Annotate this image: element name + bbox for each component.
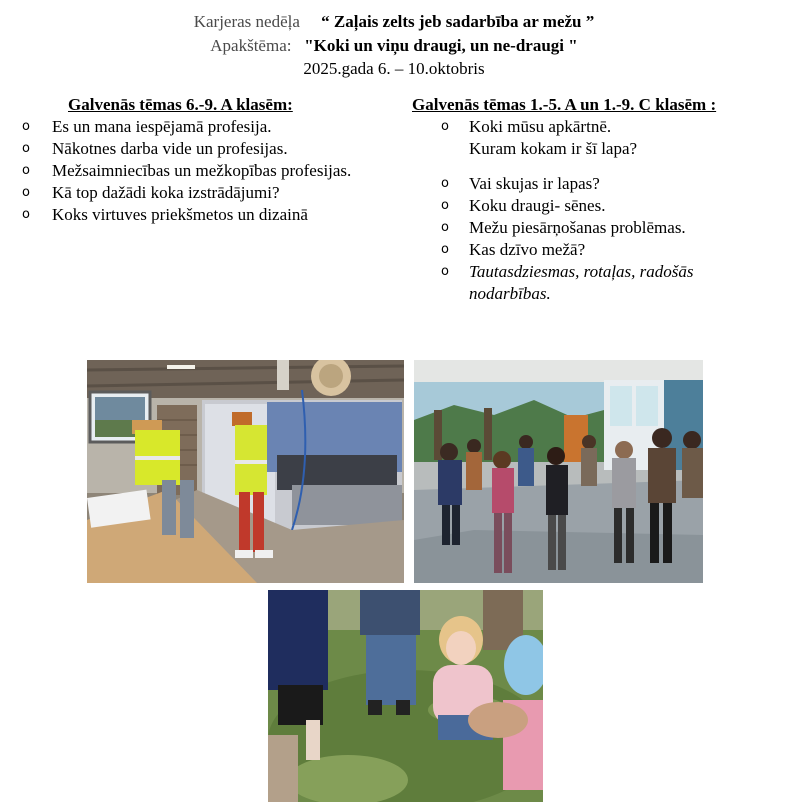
list-item bbox=[22, 160, 351, 182]
week-label: Karjeras nedēļa bbox=[193, 12, 300, 31]
list-item-text: Koku draugi- sēnes. bbox=[469, 196, 606, 215]
list-item-text: Kā top dažādi koka izstrādājumi? bbox=[52, 183, 280, 202]
list-item bbox=[441, 261, 694, 283]
header-week-line bbox=[0, 12, 788, 32]
bullet-icon: o bbox=[441, 264, 449, 279]
list-item bbox=[441, 116, 637, 138]
list-item bbox=[441, 239, 694, 261]
bullet-icon: o bbox=[22, 119, 30, 134]
list-item-text: Koks virtuves priekšmetos un dizainā bbox=[52, 205, 308, 224]
left-column-title: Galvenās tēmas 6.-9. A klasēm: bbox=[68, 95, 293, 114]
list-item bbox=[441, 217, 694, 239]
bullet-icon: o bbox=[441, 220, 449, 235]
right-topic-list bbox=[441, 173, 694, 305]
bullet-icon: o bbox=[22, 141, 30, 156]
subtopic-title: "Koki un viņu draugi, un ne-draugi " bbox=[304, 36, 578, 55]
list-item bbox=[22, 182, 351, 204]
list-item-text: Kuram kokam ir šī lapa? bbox=[469, 139, 638, 158]
list-item bbox=[22, 116, 351, 138]
list-item-continuation bbox=[441, 138, 637, 160]
bullet-icon: o bbox=[441, 198, 449, 213]
forest-illustration bbox=[268, 590, 543, 802]
list-item-text: Tautasdziesmas, rotaļas, radošās bbox=[469, 262, 694, 281]
bullet-icon: o bbox=[22, 207, 30, 222]
bullet-icon: o bbox=[22, 163, 30, 178]
bullet-icon: o bbox=[441, 119, 449, 134]
photo-classroom bbox=[414, 360, 703, 583]
week-title: “ Zaļais zelts jeb sadarbība ar mežu ” bbox=[321, 12, 595, 31]
list-item-continuation bbox=[441, 283, 694, 305]
bullet-icon: o bbox=[441, 176, 449, 191]
header-dates: 2025.gada 6. – 10.oktobris bbox=[303, 59, 485, 78]
list-item-text: Vai skujas ir lapas? bbox=[469, 174, 600, 193]
list-item-text: Kas dzīvo mežā? bbox=[469, 240, 586, 259]
bullet-icon: o bbox=[22, 185, 30, 200]
list-item-text: Mežsaimniecības un mežkopības profesijas. bbox=[52, 161, 352, 180]
photo-workshop bbox=[87, 360, 404, 583]
left-topic-list bbox=[22, 116, 351, 226]
list-item bbox=[441, 173, 694, 195]
list-item-text: Koki mūsu apkārtnē. bbox=[469, 117, 612, 136]
right-topic-list-first bbox=[441, 116, 637, 160]
photo-forest-children bbox=[268, 590, 543, 802]
list-item-text: Es un mana iespējamā profesija. bbox=[52, 117, 272, 136]
right-column-title: Galvenās tēmas 1.-5. A un 1.-9. C klasēm : bbox=[412, 95, 717, 114]
list-item-text: nodarbības. bbox=[469, 284, 551, 303]
classroom-illustration bbox=[414, 360, 703, 583]
list-item-text: Mežu piesārņošanas problēmas. bbox=[469, 218, 686, 237]
header-subtopic-line bbox=[0, 36, 788, 56]
list-item bbox=[22, 138, 351, 160]
subtopic-label: Apakštēma: bbox=[210, 36, 292, 55]
bullet-icon: o bbox=[441, 242, 449, 257]
list-item-text: Nākotnes darba vide un profesijas. bbox=[52, 139, 288, 158]
workshop-illustration bbox=[87, 360, 404, 583]
list-item bbox=[441, 195, 694, 217]
list-item bbox=[22, 204, 351, 226]
